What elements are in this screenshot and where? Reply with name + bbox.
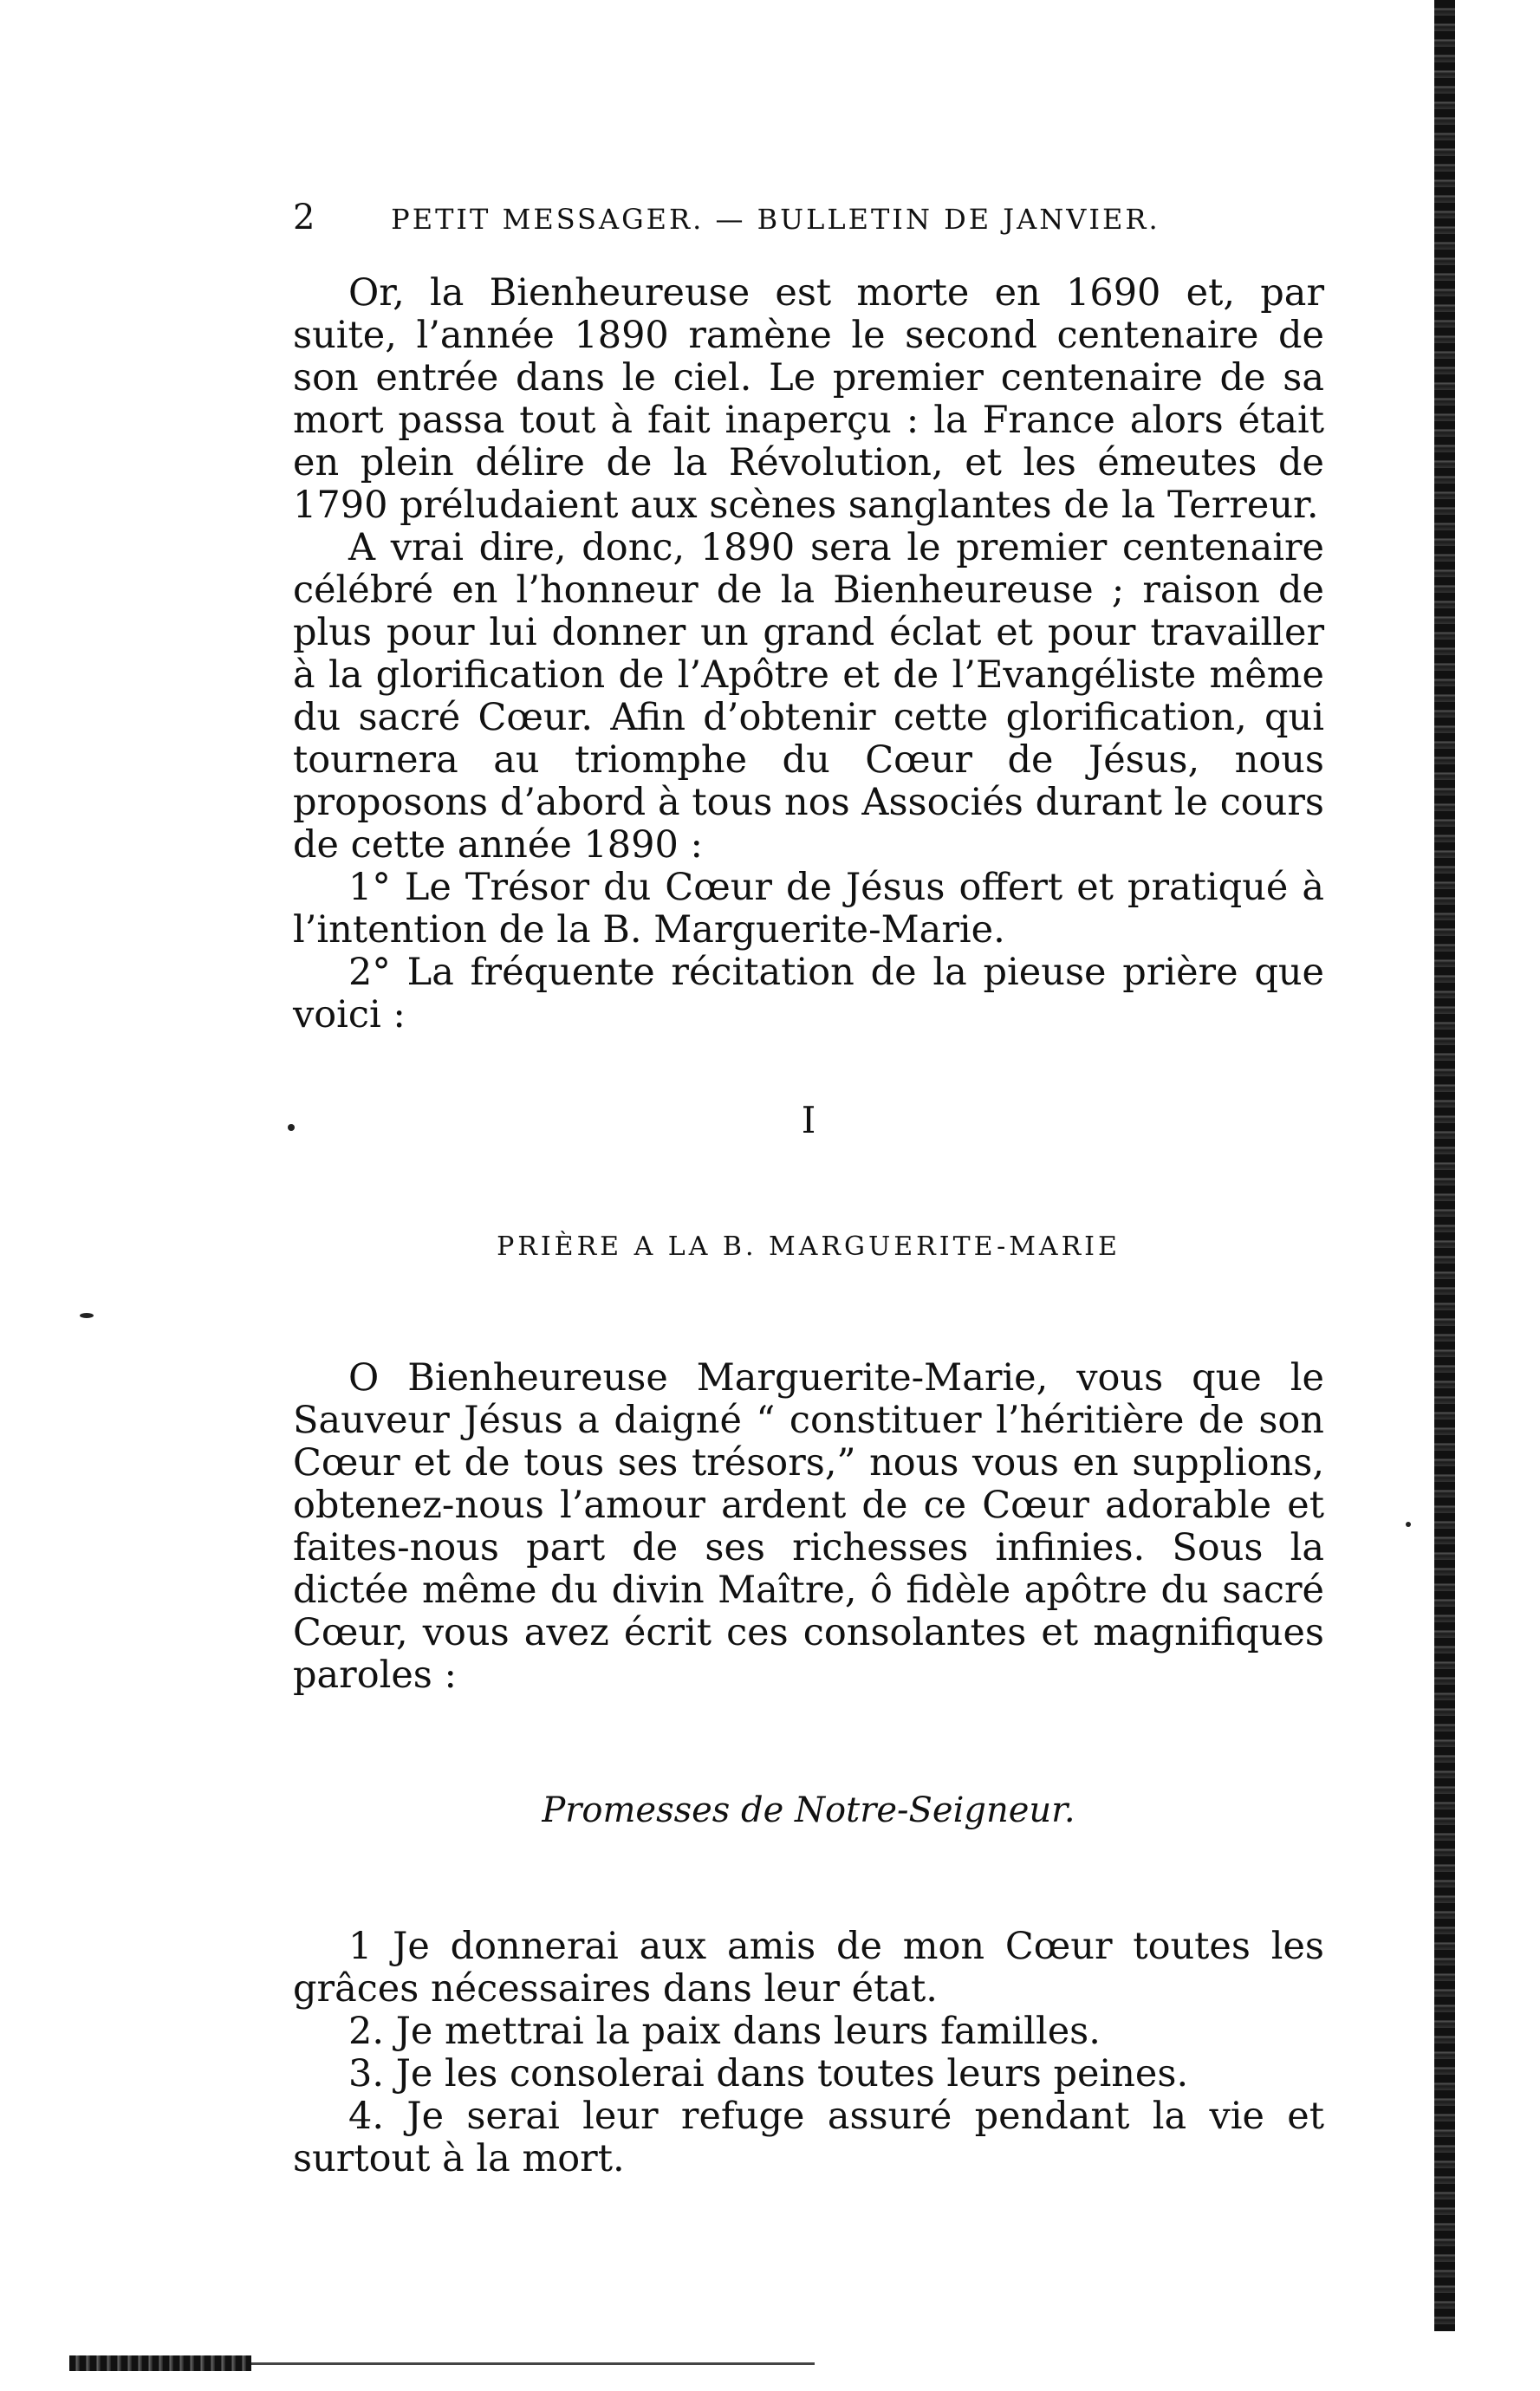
running-header	[293, 198, 1324, 237]
paragraph: 1° Le Trésor du Cœur de Jésus offert et pratiqué à l’intention de la B. Marguerite-Marie.	[293, 866, 1324, 952]
promise-item: 2. Je mettrai la paix dans leurs familles.	[348, 2010, 1101, 2053]
section-numeral: I	[801, 1099, 816, 1141]
paragraph: Or, la Bienheureuse est morte en 1690 et, par suite, l’année 1890 ramène le second centenaire de son entrée dans le ciel. Le premier centenaire de sa mort passa tout à fait inaperçu : la France alors était en plein délire de la Révolution, et les émeutes de 1790 préludaient aux scènes sanglantes de la Terreur.	[293, 271, 1324, 527]
scan-bottom-mark	[69, 2355, 251, 2371]
page-number: 2	[293, 198, 318, 237]
scan-bottom-line	[251, 2362, 815, 2365]
scan-speck	[1406, 1522, 1411, 1527]
scan-speck	[80, 1313, 94, 1318]
promise-item: 4. Je serai leur refuge assuré pendant la vie et surtout à la mort.	[293, 2095, 1324, 2180]
scan-edge-bar	[1434, 0, 1455, 2331]
promise-item: 3. Je les consolerai dans toutes leurs peines.	[348, 2052, 1189, 2095]
paragraph: A vrai dire, donc, 1890 sera le premier centenaire célébré en l’honneur de la Bienheureuse ; raison de plus pour lui donner un grand éclat et pour travailler à la glorification de l’Apôtre et de l’Evangéliste même du sacré Cœur. Afin d’obtenir cette glorification, qui tournera au triomphe du Cœur de Jésus, nous proposons d’abord à tous nos Associés durant le cours de cette année 1890 :	[293, 526, 1324, 867]
promises-title: Promesses de Notre-Seigneur.	[542, 1790, 1075, 1830]
prayer-text: O Bienheureuse Marguerite-Marie, vous que le Sauveur Jésus a daigné “ constituer l’héritière de son Cœur et de tous ses trésors,” nous vous en supplions, obtenez-nous l’amour ardent de ce Cœur adorable et faites-nous part de ses richesses infinies. Sous la dictée même du divin Maître, ô fidèle apôtre du sacré Cœur, vous avez écrit ces consolantes et magnifiques paroles :	[293, 1356, 1324, 1697]
prayer-title: PRIÈRE A LA B. MARGUERITE-MARIE	[497, 1231, 1121, 1262]
running-title: PETIT MESSAGER. — BULLETIN DE JANVIER.	[391, 203, 1160, 236]
promise-item: 1 Je donnerai aux amis de mon Cœur toutes les grâces nécessaires dans leur état.	[293, 1925, 1324, 2011]
promises-list	[293, 1926, 1324, 2180]
paragraph: 2° La fréquente récitation de la pieuse prière que voici :	[293, 951, 1324, 1036]
document-page	[293, 198, 1324, 2180]
